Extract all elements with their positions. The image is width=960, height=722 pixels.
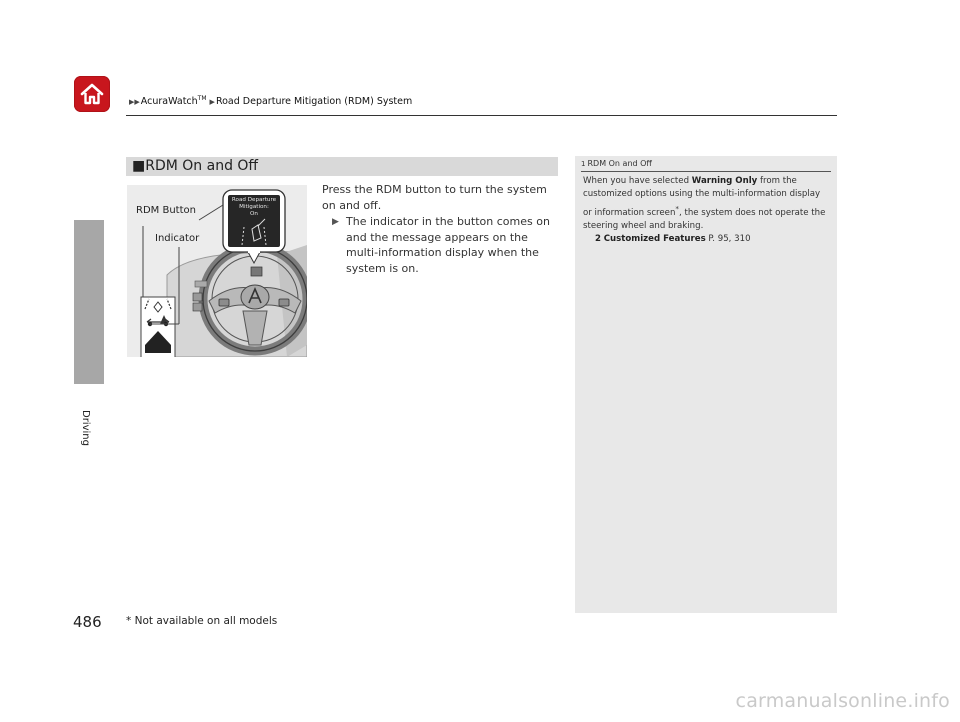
note-heading: 1 RDM On and Off (581, 159, 652, 168)
display-line-2: Mitigation: (239, 204, 269, 210)
instruction-main: Press the RDM button to turn the system on and off. (322, 183, 547, 212)
breadcrumb-arrow-icon: ▶▶ (129, 98, 140, 107)
result-arrow-icon: ▶ (332, 217, 339, 227)
note-ref-icon: 1 (581, 160, 586, 168)
cross-ref-icon: 2 (595, 234, 601, 245)
note-body (583, 175, 831, 247)
section-header (126, 157, 558, 176)
display-message (228, 197, 280, 218)
breadcrumb-arrow-icon: ▶ (209, 98, 215, 107)
sidebar-note (575, 156, 837, 613)
note-cross-reference[interactable]: 2 Customized Features P. 95, 310 (595, 234, 751, 245)
rdm-button-label: RDM Button (136, 205, 196, 216)
breadcrumb-item-acurawatch[interactable]: AcuraWatch™ (140, 95, 207, 108)
page-number: 486 (73, 613, 102, 631)
home-button[interactable] (74, 76, 110, 112)
chapter-tab-previous[interactable] (74, 220, 104, 302)
breadcrumb-item-rdm[interactable]: Road Departure Mitigation (RDM) System (215, 96, 413, 108)
instruction-result (322, 214, 562, 276)
header-divider (126, 115, 837, 116)
note-text: When you have selected Warning Only from the customized options using the multi-information display or information screen*, the system does not operate the steering wheel and braking. (583, 176, 826, 232)
rdm-illustration (127, 185, 307, 357)
breadcrumb (129, 95, 412, 107)
home-icon (79, 81, 105, 107)
chapter-tab-driving[interactable] (74, 302, 104, 384)
footnote: * Not available on all models (126, 615, 278, 627)
display-line-1: Road Departure (231, 197, 277, 203)
instruction-result-text: The indicator in the button comes on and the message appears on the multi-information display when the system is on. (346, 215, 550, 275)
section-title: ■RDM On and Off (132, 158, 259, 174)
display-line-3: On (250, 211, 258, 217)
section-square-icon: ■ (132, 158, 146, 174)
indicator-label: Indicator (155, 233, 200, 244)
instructions (322, 182, 562, 276)
note-divider (581, 171, 831, 172)
watermark: carmanualsonline.info (735, 690, 950, 712)
chapter-label: Driving (80, 410, 91, 446)
